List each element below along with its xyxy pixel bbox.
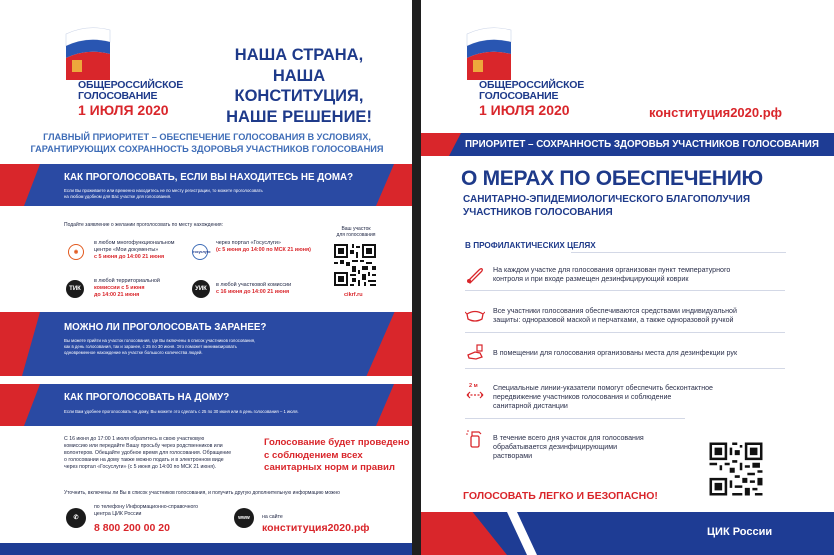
- section3-step-line4: о голосовании на дому также можно подать и в электронном виде: [64, 457, 224, 463]
- hand-sanitizer-icon: [465, 343, 485, 363]
- brand-line1: ОБЩЕРОССИЙСКОЕ: [78, 79, 184, 91]
- subheadline: [463, 194, 750, 219]
- polling-station-qr[interactable]: [332, 242, 378, 288]
- site-link[interactable]: конституция2020.рф: [649, 105, 783, 120]
- info-qr[interactable]: [707, 440, 765, 498]
- distance-label: 2 м: [469, 383, 478, 389]
- qr-caption-line1: Ваш участок: [341, 226, 371, 232]
- priority-band-text: ПРИОРИТЕТ – СОХРАННОСТЬ ЗДОРОВЬЯ УЧАСТНИКОВ ГОЛОСОВАНИЯ: [465, 139, 819, 150]
- measure-5: [493, 434, 693, 462]
- section3-step-line5: через портал «Госуслуги» (с 5 июня до 14:00 по МСК 21 июня).: [64, 464, 217, 470]
- left-poster: [0, 0, 412, 555]
- section1-panel: [0, 164, 412, 206]
- measure-1-line2: контроля и при входе размещен дезинфицирующий коврик: [493, 275, 689, 284]
- phone-caption-line1: по телефону Информационно-справочного: [94, 504, 199, 510]
- site-caption: на сайте: [262, 514, 283, 520]
- left-bottom-strip: [0, 543, 412, 555]
- brand-block: [479, 80, 584, 118]
- measure-5-line2: обрабатывается дезинфицирующими: [493, 443, 618, 452]
- main-priority: [22, 132, 392, 155]
- measure-4: [493, 384, 783, 412]
- preventive-heading: В ПРОФИЛАКТИЧЕСКИХ ЦЕЛЯХ: [465, 241, 596, 250]
- right-poster: [421, 0, 834, 555]
- section1-text: [64, 188, 263, 200]
- measure-1: [493, 266, 783, 284]
- brand-line3: 1 ИЮЛЯ 2020: [479, 102, 570, 119]
- qr-code-icon: [332, 242, 378, 288]
- measure-3: [493, 349, 783, 358]
- footer-white-stripe: [507, 512, 557, 555]
- slogan-line1: НАША СТРАНА,: [234, 46, 364, 64]
- slogan-line3: НАШЕ РЕШЕНИЕ!: [226, 107, 372, 126]
- divider: [571, 252, 786, 253]
- option-tik-line2: комиссии с 5 июня: [94, 285, 145, 291]
- distance-arrows-icon: [465, 388, 485, 402]
- flag-emblem-icon: [62, 24, 112, 82]
- measure-5-line3: растворами: [493, 452, 533, 461]
- section3-panel: [0, 384, 412, 426]
- phone-icon: ✆: [66, 508, 86, 528]
- mfc-icon: ◉: [68, 244, 84, 260]
- sanitary-note-line3: санитарных норм и правил: [264, 462, 395, 473]
- tik-icon: ТИК: [66, 280, 84, 298]
- section2-text-line1: Вы можете прийти на участок голосования, где Вы включены в список участников голосования,: [64, 338, 256, 343]
- measure-2-line2: защиты: одноразовой маской и перчатками, а также одноразовой ручкой: [493, 316, 734, 325]
- section1-text-line1: Если Вы проживаете или временно находитесь не по месту регистрации, то можете проголосовать: [64, 188, 263, 193]
- slogan-line2: НАША КОНСТИТУЦИЯ,: [234, 66, 364, 105]
- section3-text: Если Вам удобнее проголосовать на дому, Вы можете это сделать с 25 по 30 июня или в день голосования – 1 июля.: [64, 409, 299, 414]
- gosuslugi-icon: госуслуги: [192, 244, 208, 260]
- phone-number[interactable]: 8 800 200 00 20: [94, 522, 170, 534]
- measure-4-line3: санитарной дистанции: [493, 402, 568, 411]
- section2-text-line3: одновременное нахождение на участке большого количества людей.: [64, 350, 203, 355]
- uik-icon: УИК: [192, 280, 210, 298]
- measure-4-line1: Специальные линии-указатели помогут обеспечить бесконтактное: [493, 384, 714, 392]
- band-red-stripe: [421, 133, 461, 156]
- priority-band: [421, 133, 834, 156]
- option-uik-line2: с 16 июня до 14:00 21 июня: [216, 289, 290, 295]
- qr-code-icon: [707, 440, 765, 498]
- mask-gloves-icon: [465, 306, 485, 326]
- divider: [465, 368, 785, 369]
- section1-subhead: Подайте заявление о желании проголосовать по месту нахождения:: [64, 222, 224, 228]
- qr-link[interactable]: cikrf.ru: [344, 292, 363, 298]
- section3-step-line1: С 16 июня до 17:00 1 июля обратитесь в свою участковую: [64, 436, 205, 442]
- option-tik-line1: в любой территориальной: [94, 278, 160, 284]
- option-uik: [216, 282, 291, 296]
- option-uik-line1: в любой участковой комиссии: [216, 282, 292, 288]
- section3-title: КАК ПРОГОЛОСОВАТЬ НА ДОМУ?: [64, 392, 230, 403]
- closing-slogan: ГОЛОСОВАТЬ ЛЕГКО И БЕЗОПАСНО!: [463, 490, 658, 502]
- section2-text-line2: как в день голосования, так и заранее, с 25 по 30 июня. Это поможет минимизировать: [64, 344, 237, 349]
- main-priority-line2: ГАРАНТИРУЮЩИХ СОХРАННОСТЬ ЗДОРОВЬЯ УЧАСТНИКОВ ГОЛОСОВАНИЯ: [30, 143, 384, 154]
- flag-emblem-icon: [463, 24, 513, 82]
- footer-cik: ЦИК России: [707, 526, 773, 538]
- main-priority-line1: ГЛАВНЫЙ ПРИОРИТЕТ – ОБЕСПЕЧЕНИЕ ГОЛОСОВАНИЯ В УСЛОВИЯХ,: [43, 132, 371, 142]
- section1-title: КАК ПРОГОЛОСОВАТЬ, ЕСЛИ ВЫ НАХОДИТЕСЬ НЕ ДОМА?: [64, 172, 354, 183]
- section2-title: МОЖНО ЛИ ПРОГОЛОСОВАТЬ ЗАРАНЕЕ?: [64, 322, 267, 333]
- section3-steps: [64, 436, 264, 471]
- headline: О МЕРАХ ПО ОБЕСПЕЧЕНИЮ: [461, 167, 763, 190]
- qr-caption-line2: для голосования: [336, 232, 376, 238]
- brand-line3: 1 ИЮЛЯ 2020: [78, 102, 169, 119]
- slogan: [214, 45, 384, 127]
- section3-step-line2: комиссию или передайте Вашу просьбу через родственников или: [64, 443, 223, 449]
- measure-2-line1: Все участники голосования обеспечиваются средствами индивидуальной: [493, 307, 737, 315]
- measure-1-line1: На каждом участке для голосования организован пункт температурного: [493, 266, 731, 274]
- divider: [465, 290, 785, 291]
- option-gosuslugi-line1: через портал «Госуслуги»: [216, 240, 281, 246]
- brand-line1: ОБЩЕРОССИЙСКОЕ: [479, 79, 585, 91]
- sanitary-note-line1: Голосование будет проведено: [264, 437, 410, 448]
- sanitary-note-line2: с соблюдением всех: [264, 449, 363, 461]
- option-mfc-line1: в любом многофункциональном: [94, 240, 175, 246]
- site-link[interactable]: конституция2020.рф: [262, 522, 370, 534]
- option-tik-line3: до 14:00 21 июня: [94, 292, 140, 298]
- phone-caption-line2: центра ЦИК России: [94, 511, 142, 517]
- section2-panel: [0, 312, 412, 376]
- qr-caption: [333, 226, 379, 238]
- brand-line2: ГОЛОСОВАНИЕ: [479, 90, 559, 103]
- footer-red-stripe: [421, 512, 507, 555]
- subheadline-line1: САНИТАРНО-ЭПИДЕМИОЛОГИЧЕСКОГО БЛАГОПОЛУЧИЯ: [463, 194, 751, 205]
- measure-4-line2: передвижение участников голосования и соблюдение: [493, 393, 672, 402]
- option-mfc: [94, 240, 174, 261]
- measure-2: [493, 307, 783, 325]
- section1-text-line2: на любом удобном для Вас участке для голосования.: [64, 194, 172, 199]
- clarify-text: Уточнить, включены ли Вы в список участников голосования, и получить другую дополнительную информацию можно: [64, 490, 340, 496]
- divider: [465, 418, 685, 419]
- option-gosuslugi-line2: (с 5 июня до 14:00 по МСК 21 июня): [216, 247, 311, 253]
- measure-3-line1: В помещении для голосования организованы места для дезинфекции рук: [493, 349, 738, 357]
- footer-band: [421, 512, 834, 555]
- brand-line2: ГОЛОСОВАНИЕ: [78, 90, 158, 103]
- www-icon: www: [234, 508, 254, 528]
- thermometer-icon: [465, 264, 485, 284]
- sanitary-note: [264, 437, 410, 475]
- option-mfc-line2: центре «Мои документы»: [94, 247, 159, 253]
- spray-bottle-icon: [465, 428, 485, 448]
- option-mfc-line3: с 5 июня до 14:00 21 июня: [94, 254, 165, 260]
- subheadline-line2: УЧАСТНИКОВ ГОЛОСОВАНИЯ: [463, 206, 613, 218]
- option-tik: [94, 278, 160, 299]
- measure-5-line1: В течение всего дня участок для голосования: [493, 434, 644, 442]
- section2-text: [64, 338, 255, 356]
- divider: [465, 332, 785, 333]
- section3-step-line3: волонтеров. Обещайте удобное время для голосования. Обращение: [64, 450, 232, 456]
- brand-block: [78, 80, 183, 118]
- phone-caption: [94, 504, 198, 518]
- option-gosuslugi: [216, 240, 311, 254]
